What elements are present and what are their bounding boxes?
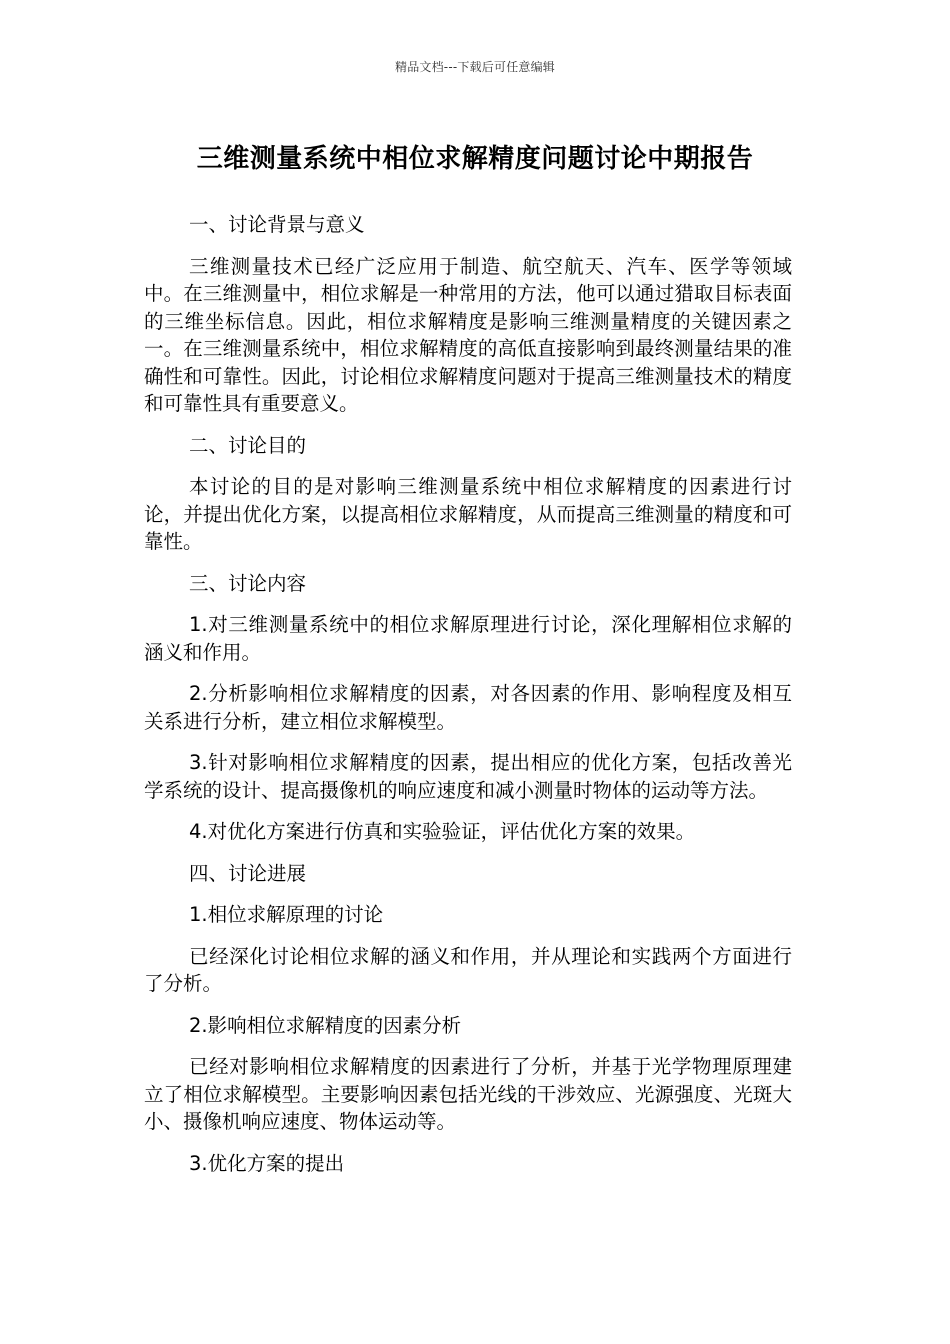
header-note: 精品文档---下载后可任意编辑 bbox=[395, 60, 555, 74]
paragraph-background: 三维测量技术已经广泛应用于制造、航空航天、汽车、医学等领域中。在三维测量中，相位求解是一种常用的方法，他可以通过猎取目标表面的三维坐标信息。因此，相位求解精度是影响三维测量精度的关键因素之一。在三维测量系统中，相位求解精度的高低直接影响到最终测量结果的准确性和可靠性。因此，讨论相位求解精度问题对于提高三维测量技术的精度和可靠性具有重要意义。 bbox=[144, 254, 792, 415]
paragraph-purpose: 本讨论的目的是对影响三维测量系统中相位求解精度的因素进行讨论，并提出优化方案，以提高相位求解精度，从而提高三维测量的精度和可靠性。 bbox=[144, 475, 792, 553]
content-item-4: 4.对优化方案进行仿真和实验验证，评估优化方案的效果。 bbox=[189, 820, 696, 843]
paragraph-principle: 已经深化讨论相位求解的涵义和作用，并从理论和实践两个方面进行了分析。 bbox=[144, 944, 792, 995]
paragraph-factors: 已经对影响相位求解精度的因素进行了分析，并基于光学物理原理建立了相位求解模型。主要影响因素包括光线的干涉效应、光源强度、光斑大小、摄像机响应速度、物体运动等。 bbox=[144, 1055, 792, 1133]
content-item-2: 2.分析影响相位求解精度的因素，对各因素的作用、影响程度及相互关系进行分析，建立相位求解模型。 bbox=[144, 682, 792, 733]
content-item-3: 3.针对影响相位求解精度的因素，提出相应的优化方案，包括改善光学系统的设计、提高摄像机的响应速度和减小测量时物体的运动等方法。 bbox=[144, 751, 792, 802]
subheading-principle: 1.相位求解原理的讨论 bbox=[189, 903, 384, 926]
section-heading-progress: 四、讨论进展 bbox=[189, 861, 307, 885]
subheading-optimization: 3.优化方案的提出 bbox=[189, 1151, 345, 1175]
document-title: 三维测量系统中相位求解精度问题讨论中期报告 bbox=[196, 144, 754, 174]
document-body bbox=[144, 211, 792, 1191]
section-heading-background: 一、讨论背景与意义 bbox=[189, 213, 365, 236]
section-heading-content: 三、讨论内容 bbox=[189, 571, 307, 595]
subheading-factors: 2.影响相位求解精度的因素分析 bbox=[189, 1013, 462, 1037]
content-item-1: 1.对三维测量系统中的相位求解原理进行讨论，深化理解相位求解的涵义和作用。 bbox=[144, 613, 792, 664]
section-heading-purpose: 二、讨论目的 bbox=[189, 433, 307, 457]
